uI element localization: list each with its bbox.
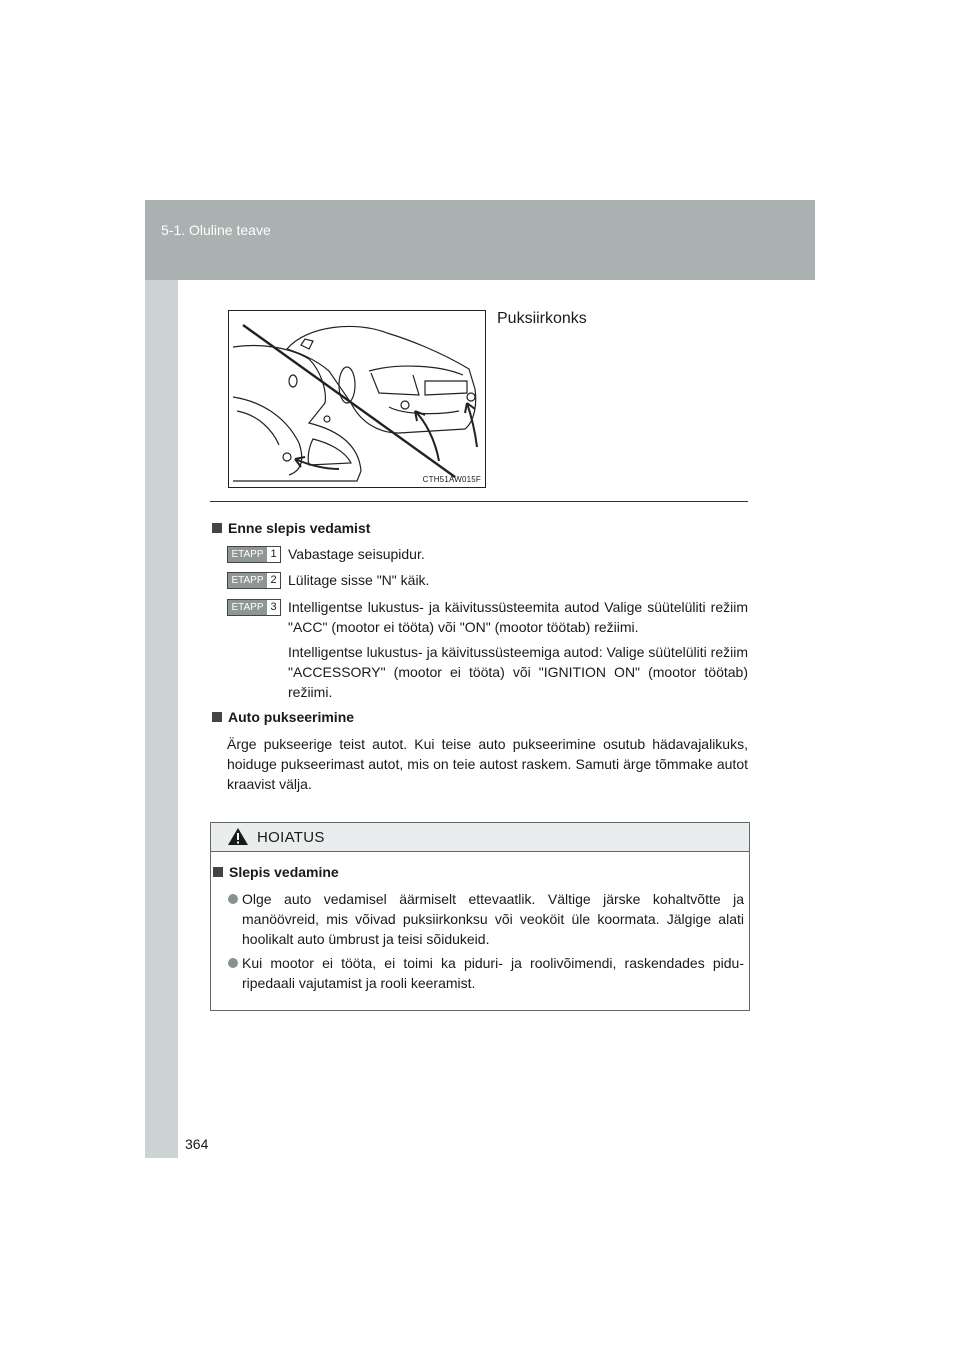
section-title-before-towing: Enne slepis vedamist bbox=[212, 520, 370, 536]
step-text: Intelligentse lukustus- ja käivitussüsteemita autod Valige süütelüliti režiim "ACC" (mootor ei tööta) või "ON" (mootor töötab) režiimi. bbox=[288, 599, 748, 635]
warning-box bbox=[210, 822, 750, 1011]
warning-title: HOIATUS bbox=[257, 829, 325, 846]
step-1 bbox=[227, 544, 748, 564]
section-header-title: 5-1. Oluline teave bbox=[161, 222, 271, 238]
car-rear-drawing bbox=[229, 311, 485, 487]
step-text: Vabastage seisupidur. bbox=[288, 546, 425, 562]
step-text: Lülitage sisse "N" käik. bbox=[288, 572, 430, 588]
figure-code: CTH51AW015F bbox=[422, 475, 481, 484]
square-bullet-icon bbox=[213, 867, 223, 877]
section-title-towing-another: Auto pukseerimine bbox=[212, 709, 354, 725]
step-badge: ETAPP 3 bbox=[227, 599, 281, 616]
figure-label: Puksiirkonks bbox=[497, 310, 587, 327]
bullet-icon bbox=[228, 894, 238, 904]
step-3 bbox=[227, 597, 748, 637]
section-header bbox=[145, 200, 815, 280]
square-bullet-icon bbox=[212, 712, 222, 722]
step-3-note: Intelligentse lukustus- ja käivitussüsteemiga autod: Valige süütelüliti režiim "ACCESSORY" (mootor ei tööta) või "IGNITION ON" (mootor töötab) režiimi. bbox=[288, 644, 748, 700]
warning-bullet-1: Olge auto vedamisel äärmiselt ettevaatlik. Vältige järske kohaltvõtte ja manöövreid, mis võivad puksiirkonksu või veoköit üle koormata. Jälgige alati hoolikalt auto ümbrust ja teisi sõidukeid. bbox=[242, 891, 744, 947]
page-number: 364 bbox=[185, 1136, 209, 1152]
step-badge: ETAPP 1 bbox=[227, 546, 281, 563]
divider bbox=[210, 501, 748, 502]
warning-section-title: Slepis vedamine bbox=[213, 864, 339, 880]
tow-hook-illustration bbox=[228, 310, 486, 488]
step-2 bbox=[227, 570, 748, 590]
square-bullet-icon bbox=[212, 523, 222, 533]
side-strip bbox=[145, 280, 178, 1158]
warning-triangle-icon bbox=[227, 827, 249, 846]
towing-paragraph: Ärge pukseerige teist autot. Kui teise auto pukseerimine osutub hädavajalikuks, hoiduge pukseerimast autot, mis on teie autost raskem. Samuti ärge tõmmake autot kraavist välja. bbox=[227, 736, 748, 792]
bullet-icon bbox=[228, 958, 238, 968]
step-badge: ETAPP 2 bbox=[227, 572, 281, 589]
warning-header bbox=[211, 823, 749, 852]
warning-bullet-2: Kui mootor ei tööta, ei toimi ka piduri- ja roolivõimendi, raskendades piduripedaali vajutamist ja rooli keeramist. bbox=[242, 955, 744, 991]
